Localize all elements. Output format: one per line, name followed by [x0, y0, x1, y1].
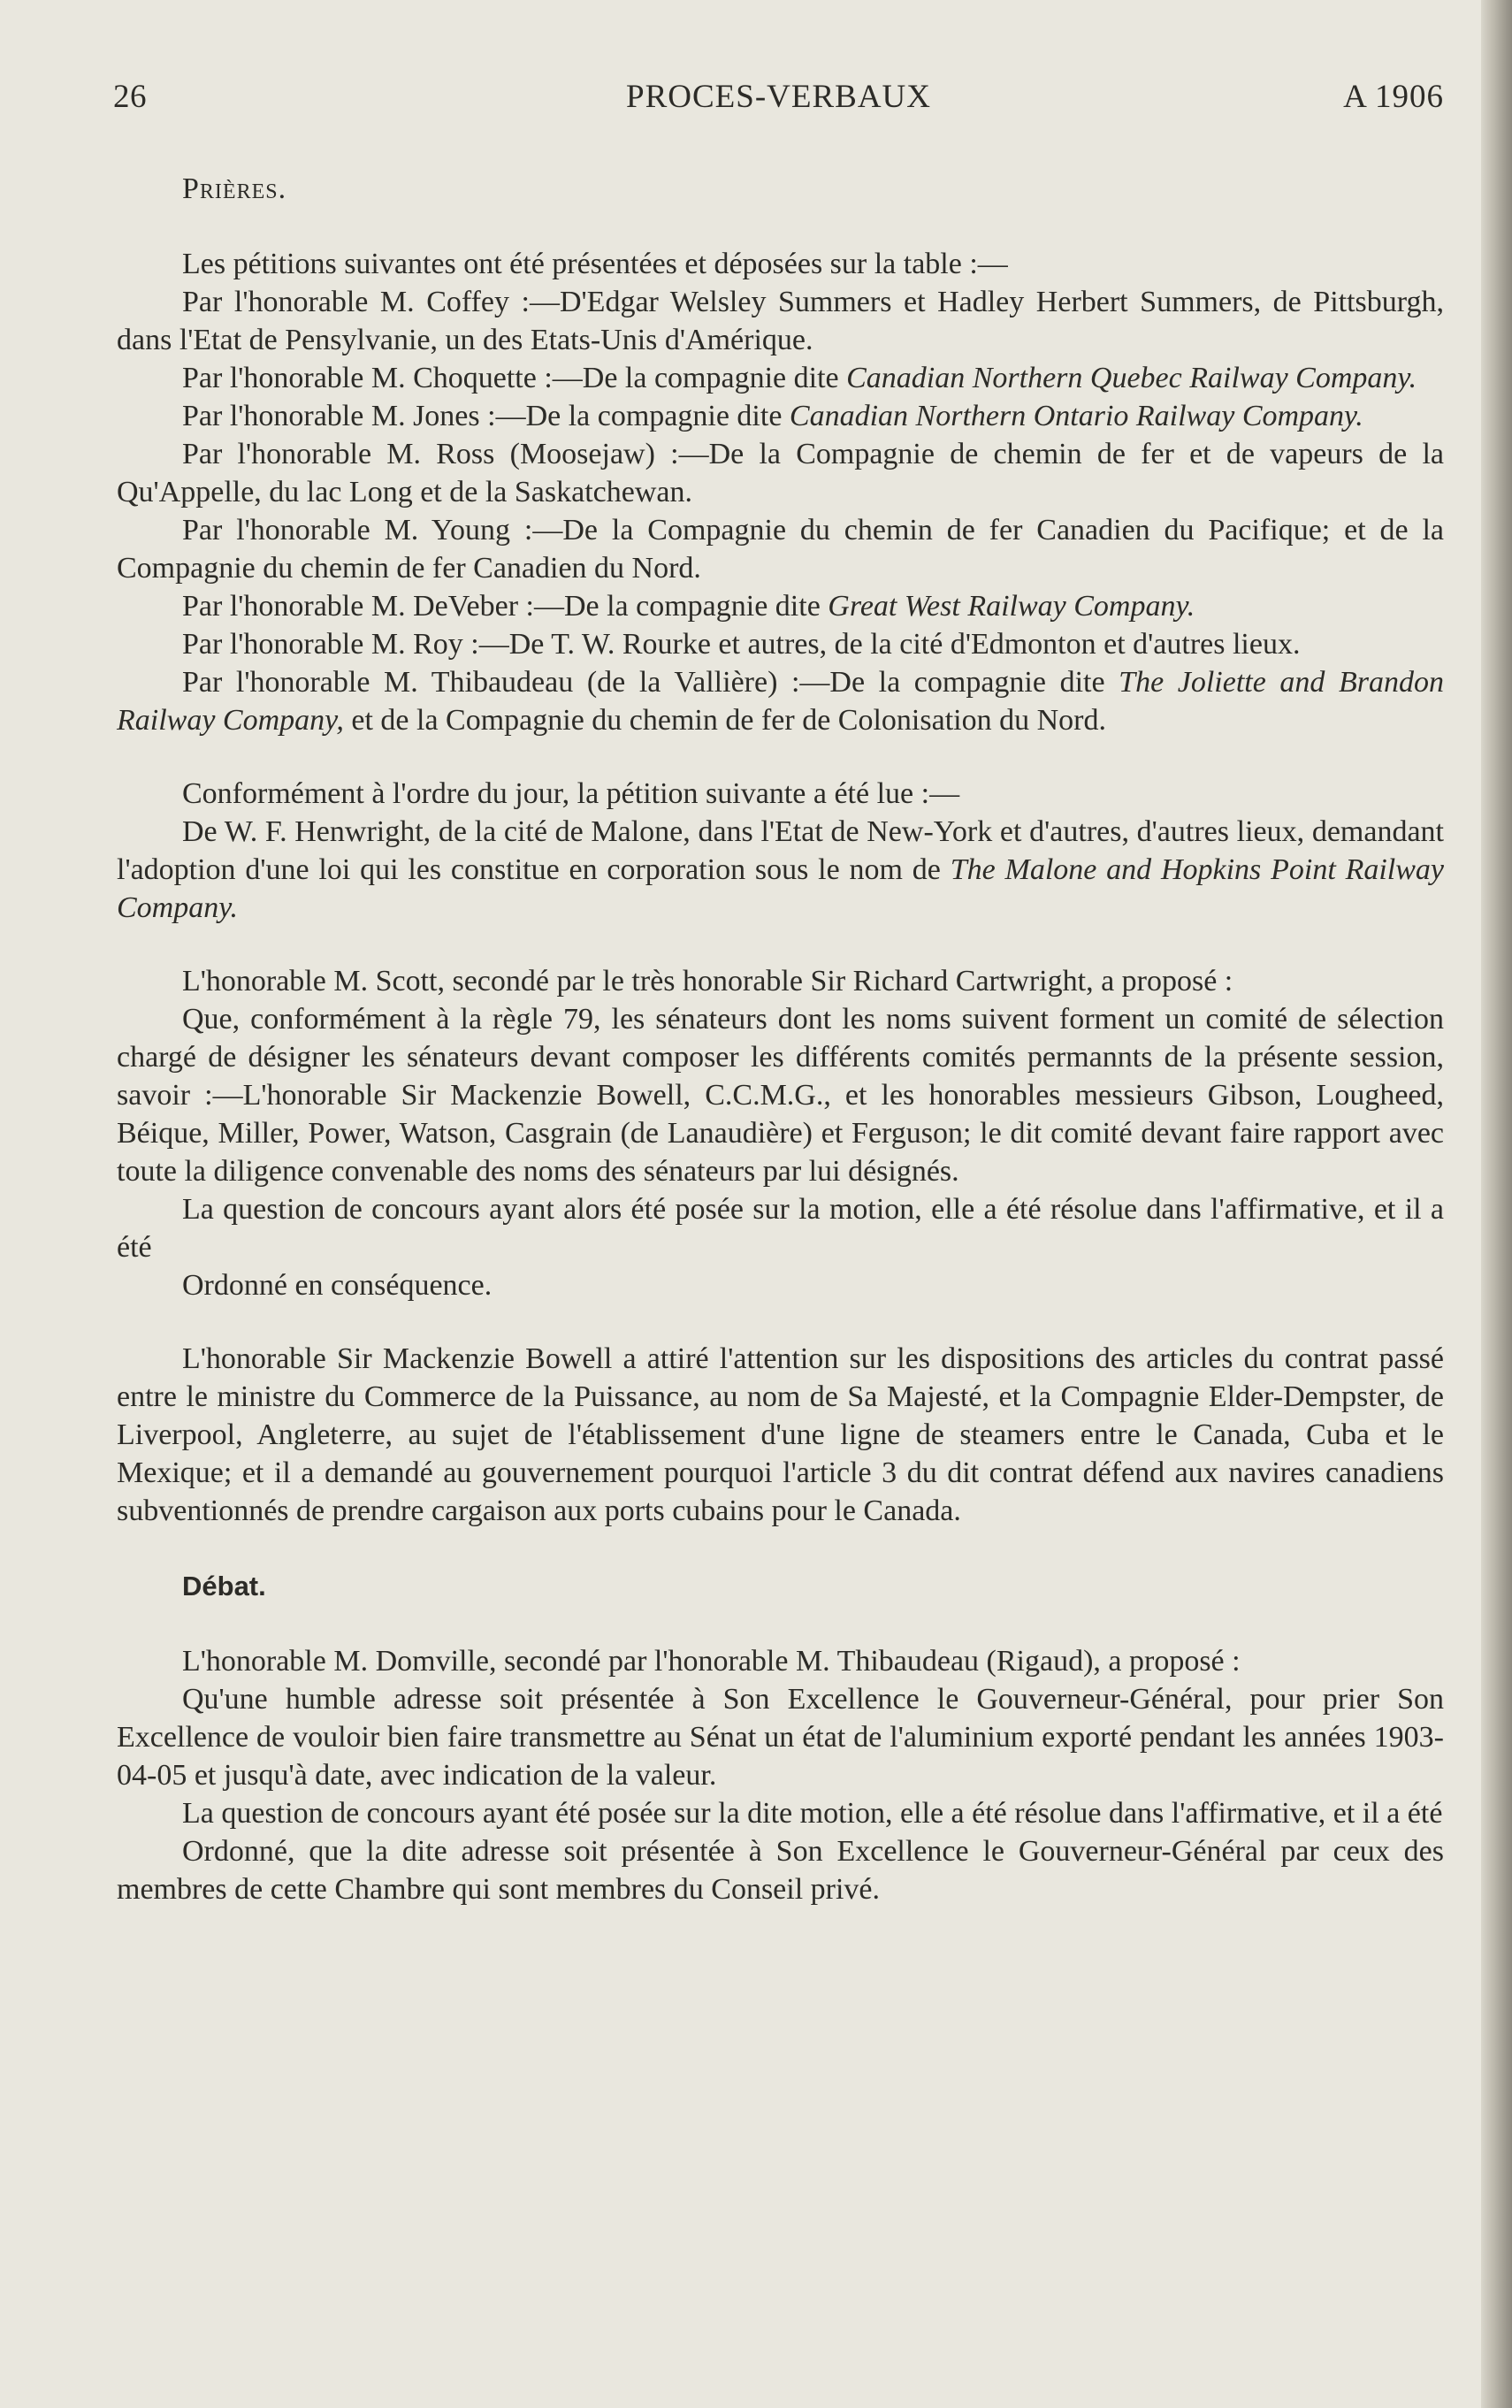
petition-read-intro: Conformément à l'ordre du jour, la pétition suivante a été lue :—	[182, 777, 960, 810]
motion-scott-question: La question de concours ayant alors été posée sur la motion, elle a été résolue dans l'affirmative, et il a été	[117, 1193, 1444, 1264]
petitions-intro: Les pétitions suivantes ont été présentées et déposées sur la table :—	[182, 248, 1008, 280]
page-header	[113, 78, 1444, 131]
petition-paragraph: Par l'honorable M. Roy :—De T. W. Rourke et autres, de la cité d'Edmonton et d'autres lieux.	[182, 628, 1301, 661]
petition-paragraph: Par l'honorable M. DeVeber :—De la compagnie dite Great West Railway Company.	[182, 590, 1195, 623]
petition-read-text: De W. F. Henwright, de la cité de Malone, dans l'Etat de New-York et d'autres, d'autres lieux, demandant l'adoption d'une loi qui les constitue en corporation sous le nom de The Malone and Hopkins Point Railway Company.	[117, 815, 1444, 924]
petition-paragraph: Par l'honorable M. Young :—De la Compagnie du chemin de fer Canadien du Pacifique; et de la Compagnie du chemin de fer Canadien du Nord.	[117, 514, 1444, 585]
motion-scott-ordonne: Ordonné en conséquence.	[182, 1269, 493, 1302]
binding-edge	[1481, 0, 1512, 2408]
page-title: PROCES-VERBAUX	[626, 79, 931, 115]
section-heading-debat: Débat.	[182, 1571, 266, 1602]
petition-paragraph: Par l'honorable M. Ross (Moosejaw) :—De la Compagnie de chemin de fer et de vapeurs de la Qu'Appelle, du lac Long et de la Saskatchewan.	[117, 438, 1444, 508]
bowell-paragraph: L'honorable Sir Mackenzie Bowell a attiré l'attention sur les dispositions des articles du contrat passé entre le ministre du Commerce de la Puissance, au nom de Sa Majesté, et la Compagnie Elder-Dempster, de Liverpool, Angleterre, au sujet de l'établissement d'une ligne de steamers entre le Canada, Cuba et le Mexique; et il a demandé au gouvernement pourquoi l'article 3 du dit contrat défend aux navires canadiens subventionnés de prendre cargaison aux ports cubains pour le Canada.	[117, 1342, 1444, 1527]
petition-paragraph: Par l'honorable M. Jones :—De la compagnie dite Canadian Northern Ontario Railway Company.	[182, 400, 1363, 432]
petition-paragraph: Par l'honorable M. Thibaudeau (de la Vallière) :—De la compagnie dite The Joliette and Brandon Railway Company, et de la Compagnie du chemin de fer de Colonisation du Nord.	[117, 666, 1444, 737]
motion-scott-intro: L'honorable M. Scott, secondé par le très honorable Sir Richard Cartwright, a proposé :	[182, 965, 1233, 998]
page-number: 26	[113, 79, 147, 115]
motion-domville-ordonne: Ordonné, que la dite adresse soit présentée à Son Excellence le Gouverneur-Général par ceux des membres de cette Chambre qui sont membres du Conseil privé.	[117, 1835, 1444, 1906]
section-heading-prieres: Prières.	[182, 172, 287, 205]
page-body	[117, 170, 1444, 1908]
page-year: A 1906	[1343, 79, 1444, 115]
motion-domville-question: La question de concours ayant été posée sur la dite motion, elle a été résolue dans l'affirmative, et il a été	[182, 1797, 1443, 1830]
motion-scott-text: Que, conformément à la règle 79, les sénateurs dont les noms suivent forment un comité de sélection chargé de désigner les sénateurs devant composer les différents comités permannts de la présente session, savoir :—L'honorable Sir Mackenzie Bowell, C.C.M.G., et les honorables messieurs Gibson, Lougheed, Béique, Miller, Power, Watson, Casgrain (de Lanaudière) et Ferguson; le dit comité devant faire rapport avec toute la diligence convenable des noms des sénateurs par lui désignés.	[117, 1003, 1444, 1188]
motion-domville-intro: L'honorable M. Domville, secondé par l'honorable M. Thibaudeau (Rigaud), a proposé :	[182, 1645, 1241, 1678]
petition-paragraph: Par l'honorable M. Choquette :—De la compagnie dite Canadian Northern Quebec Railway Company.	[182, 362, 1417, 394]
motion-domville-text: Qu'une humble adresse soit présentée à Son Excellence le Gouverneur-Général, pour prier Son Excellence de vouloir bien faire transmettre au Sénat un état de l'aluminium exporté pendant les années 1903-04-05 et jusqu'à date, avec indication de la valeur.	[117, 1683, 1444, 1792]
petition-paragraph: Par l'honorable M. Coffey :—D'Edgar Welsley Summers et Hadley Herbert Summers, de Pittsburgh, dans l'Etat de Pensylvanie, un des Etats-Unis d'Amérique.	[117, 286, 1444, 356]
